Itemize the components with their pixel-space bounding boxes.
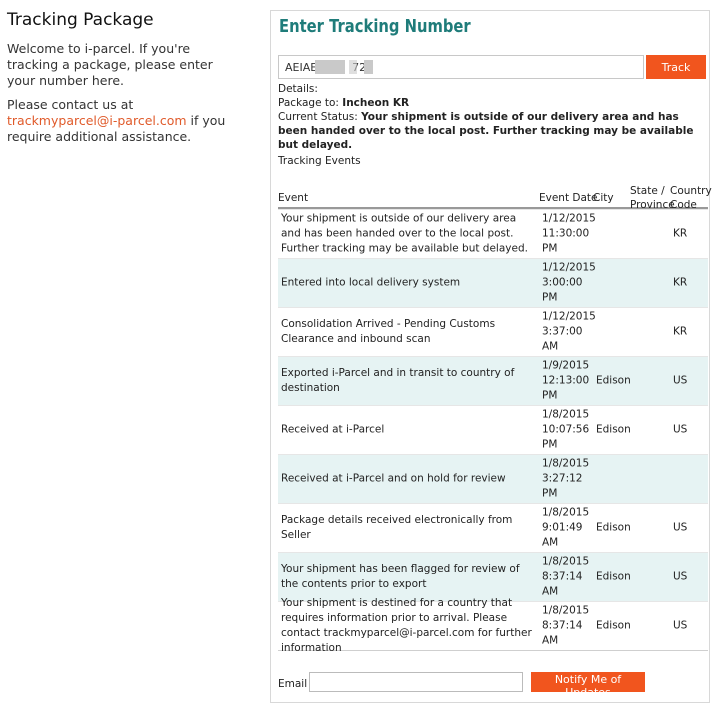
date-cell: 1/8/2015 3:27:12 PM <box>542 457 590 500</box>
city-cell: Edison <box>596 521 631 534</box>
date-cell: 1/8/2015 9:01:49 AM <box>542 506 590 549</box>
package-to-value: Incheon KR <box>342 97 410 109</box>
package-to-label: Package to: <box>278 97 343 109</box>
page-title: Tracking Package <box>7 10 154 30</box>
email-label: Email <box>278 678 308 690</box>
notify-button[interactable]: Notify Me of Updates <box>531 672 645 692</box>
tracking-panel <box>270 10 710 703</box>
country-code-cell: KR <box>673 325 688 338</box>
date-cell: 1/8/2015 10:07:56 PM <box>542 408 590 451</box>
contact-prefix: Please contact us at <box>7 97 134 112</box>
event-cell: Your shipment has been flagged for review of the contents prior to export <box>281 563 520 590</box>
track-button[interactable]: Track <box>646 55 706 79</box>
table-row <box>278 356 708 405</box>
col-state: State / Province <box>630 185 675 211</box>
country-code-cell: KR <box>673 276 688 289</box>
col-event: Event <box>278 192 309 204</box>
email-field[interactable] <box>309 672 523 692</box>
details-label: Details: <box>278 83 318 95</box>
table-row <box>278 307 708 356</box>
table-row <box>278 258 708 307</box>
table-row <box>278 503 708 552</box>
table-row <box>278 405 708 454</box>
welcome-text: Welcome to i-parcel. If you're tracking a package, please enter your number here. <box>7 41 213 88</box>
table-header <box>278 177 712 211</box>
status-value: Your shipment is outside of our delivery area and has been handed over to the local post. Further tracking may be available but delayed. <box>278 111 694 151</box>
contact-text <box>7 97 237 145</box>
table-row <box>278 209 708 258</box>
date-cell: 1/9/2015 12:13:00 PM <box>542 359 590 402</box>
city-cell: Edison <box>596 423 631 436</box>
city-cell: Edison <box>596 619 631 632</box>
col-city: City <box>593 192 614 204</box>
event-cell: Your shipment is destined for a country that requires information prior to arrival. Please contact trackmyparcel@i-parcel.com for further information <box>281 597 532 654</box>
redaction-block <box>364 60 373 74</box>
contact-email-link[interactable]: trackmyparcel@i-parcel.com <box>7 113 187 128</box>
country-code-cell: KR <box>673 227 688 240</box>
redaction-block <box>349 60 357 74</box>
city-cell: Edison <box>596 570 631 583</box>
country-code-cell: US <box>673 570 688 583</box>
package-to-line <box>278 96 704 110</box>
table-row <box>278 454 708 503</box>
country-code-cell: US <box>673 521 688 534</box>
event-cell: Consolidation Arrived - Pending Customs Clearance and inbound scan <box>281 318 496 345</box>
status-label: Current Status: <box>278 111 362 123</box>
event-cell: Received at i-Parcel and on hold for review <box>281 472 506 485</box>
intro-column <box>7 10 237 153</box>
events-table <box>278 177 712 654</box>
events-title: Tracking Events <box>278 155 361 167</box>
date-cell: 1/12/2015 11:30:00 PM <box>542 212 596 255</box>
details-section <box>278 82 704 152</box>
table-row <box>278 552 708 601</box>
date-cell: 1/8/2015 8:37:14 AM <box>542 555 590 598</box>
panel-title: Enter Tracking Number <box>279 16 471 37</box>
col-date: Event Date <box>539 192 598 204</box>
date-cell: 1/12/2015 3:00:00 PM <box>542 261 596 304</box>
country-code-cell: US <box>673 423 688 436</box>
event-cell: Entered into local delivery system <box>281 276 461 289</box>
table-body <box>278 209 708 654</box>
event-cell: Received at i-Parcel <box>281 423 385 436</box>
country-code-cell: US <box>673 619 688 632</box>
redaction-block <box>315 60 345 74</box>
date-cell: 1/12/2015 3:37:00 AM <box>542 310 596 353</box>
event-cell: Your shipment is outside of our delivery area and has been handed over to the local post. Further tracking may be available but delayed. <box>281 212 528 255</box>
country-code-cell: US <box>673 374 688 387</box>
col-code: Country Code <box>670 185 712 211</box>
status-line <box>278 110 704 152</box>
event-cell: Exported i-Parcel and in transit to country of destination <box>281 367 515 394</box>
table-row <box>278 597 708 654</box>
city-cell: Edison <box>596 374 631 387</box>
date-cell: 1/8/2015 8:37:14 AM <box>542 604 590 647</box>
event-cell: Package details received electronically from Seller <box>281 514 513 541</box>
contact-suffix: if you require additional assistance. <box>7 113 226 144</box>
